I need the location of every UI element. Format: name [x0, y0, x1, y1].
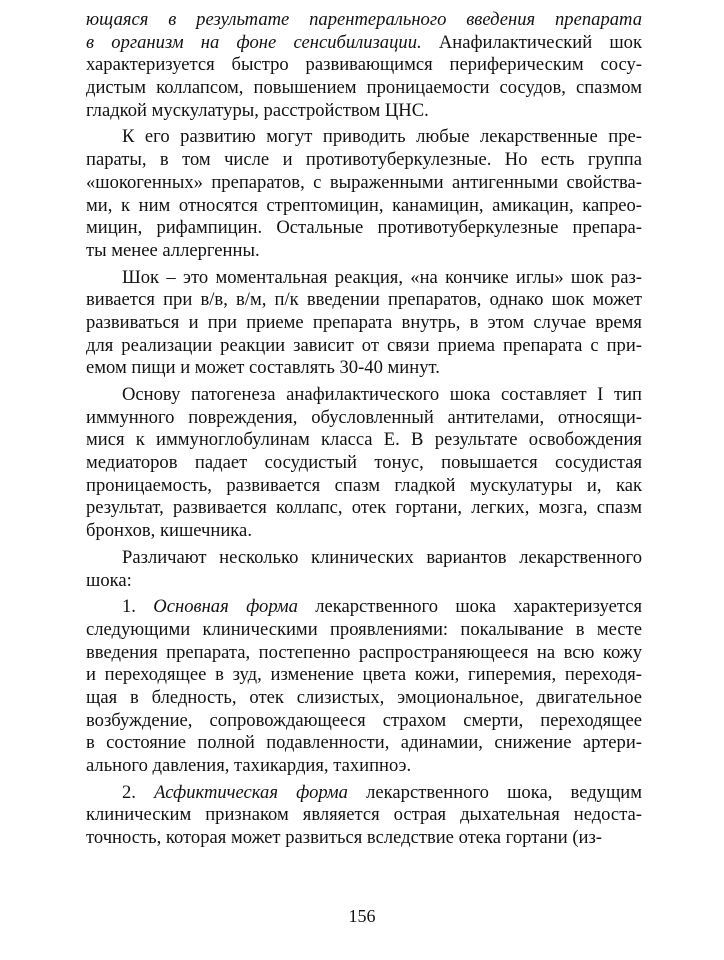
- text-line: [86, 312, 642, 335]
- paragraph: [86, 547, 642, 592]
- text-run: Различают несколько клинических вариантов лекарственного: [122, 546, 642, 568]
- text-line: [86, 547, 642, 570]
- paragraph: [86, 267, 642, 380]
- text-run: параты, в том числе и противотуберкулезные. Но есть группа: [86, 149, 642, 171]
- text-line: [86, 782, 642, 805]
- paragraph: [86, 782, 642, 850]
- text-run: мися к иммуноглобулинам класса Е. В результате освобождения: [86, 429, 642, 451]
- text-run: характеризуется быстро развивающимся периферическим сосу-: [86, 54, 642, 76]
- text-run: следующими клиническими проявлениями: покалывание в месте: [86, 618, 642, 640]
- text-line: [86, 664, 642, 687]
- text-run: щая в бледность, отек слизистых, эмоциональное, двигательное: [86, 686, 642, 708]
- text-run: лекарственного шока характеризуется: [297, 596, 643, 618]
- text-line: [86, 452, 642, 475]
- text-line: [86, 732, 642, 755]
- paragraph: [86, 384, 642, 543]
- text-line: [86, 357, 642, 380]
- text-run: 2.: [122, 781, 155, 803]
- italic-text: в организм на фоне сенсибилизации.: [86, 31, 422, 53]
- text-line: [86, 619, 642, 642]
- text-run: емом пищи и может составлять 30-40 минут.: [86, 357, 440, 379]
- paragraph: [86, 596, 642, 778]
- text-line: [86, 289, 642, 312]
- text-line: [86, 710, 642, 733]
- text-line: [86, 126, 642, 149]
- text-run: бронхов, кишечника.: [86, 520, 252, 542]
- text-line: [86, 497, 642, 520]
- text-line: [86, 804, 642, 827]
- text-run: развиваться и при приеме препарата внутрь, в этом случае время: [86, 311, 642, 333]
- text-run: ми, к ним относятся стрептомицин, канамицин, амикацин, капрео-: [86, 194, 642, 216]
- text-line: [86, 407, 642, 430]
- body-text: [86, 9, 642, 850]
- italic-text: Асфиктическая форма: [154, 781, 348, 803]
- text-run: результат, развивается коллапс, отек гортани, легких, мозга, спазм: [86, 497, 642, 519]
- text-line: [86, 217, 642, 240]
- text-run: вивается при в/в, в/м, п/к введении препаратов, однако шок может: [86, 289, 642, 311]
- text-run: Шок – это моментальная реакция, «на кончике иглы» шок раз-: [122, 266, 642, 288]
- text-run: Основу патогенеза анафилактического шока составляет I тип: [122, 384, 642, 405]
- text-run: 1.: [122, 596, 154, 618]
- text-run: мицин, рифампицин. Остальные противотуберкулезные препара-: [86, 217, 642, 239]
- text-line: [86, 335, 642, 358]
- text-run: и переходящее в зуд, изменение цвета кожи, гиперемия, переходя-: [86, 664, 642, 686]
- text-line: [86, 149, 642, 172]
- text-line: [86, 429, 642, 452]
- page-number: 156: [348, 906, 376, 926]
- text-run: дистым коллапсом, повышением проницаемости сосудов, спазмом: [86, 77, 642, 99]
- text-line: [86, 195, 642, 218]
- text-line: [86, 596, 642, 619]
- text-run: клиническим признаком являяется острая дыхательная недоста-: [86, 804, 642, 826]
- text-line: [86, 267, 642, 290]
- text-run: ты менее аллергенны.: [86, 239, 260, 261]
- text-run: проницаемость, развивается спазм гладкой мускулатуры и, как: [86, 474, 642, 496]
- text-run: для реализации реакции зависит от связи приема препарата с при-: [86, 334, 642, 356]
- text-line: [86, 520, 642, 543]
- text-run: введения препарата, постепенно распространяющееся на всю кожу: [86, 641, 642, 663]
- text-line: [86, 77, 642, 100]
- paragraph: [86, 126, 642, 262]
- text-line: [86, 9, 642, 32]
- text-run: точность, которая может развиться вследствие отека гортани (из-: [86, 827, 603, 849]
- text-run: К его развитию могут приводить любые лекарственные пре-: [122, 126, 642, 148]
- text-line: [86, 827, 642, 850]
- text-run: шока:: [86, 569, 132, 591]
- text-line: [86, 240, 642, 263]
- text-line: [86, 172, 642, 195]
- text-line: [86, 570, 642, 593]
- text-run: гладкой мускулатуры, расстройством ЦНС.: [86, 99, 429, 121]
- text-line: [86, 100, 642, 123]
- text-run: в состояние полной подавленности, адинамии, снижение артери-: [86, 732, 642, 754]
- text-line: [86, 687, 642, 710]
- text-line: [86, 54, 642, 77]
- text-line: [86, 642, 642, 665]
- text-line: [86, 32, 642, 55]
- text-line: [86, 755, 642, 778]
- italic-text: Основная форма: [153, 596, 298, 618]
- text-run: «шокогенных» препаратов, с выраженными антигенными свойства-: [86, 171, 642, 193]
- text-run: иммунного повреждения, обусловленный антителами, относящи-: [86, 406, 642, 428]
- text-line: [86, 384, 642, 407]
- text-run: возбуждение, сопровождающееся страхом смерти, переходящее: [86, 709, 642, 731]
- text-run: медиаторов падает сосудистый тонус, повышается сосудистая: [86, 452, 642, 474]
- text-run: ального давления, тахикардия, тахипноэ.: [86, 755, 412, 776]
- text-run: лекарственного шока, ведущим: [347, 781, 642, 803]
- text-run: Анафилактический шок: [421, 31, 642, 53]
- text-line: [86, 475, 642, 498]
- paragraph: [86, 9, 642, 122]
- italic-text: ющаяся в результате парентерального введения препарата: [86, 9, 642, 30]
